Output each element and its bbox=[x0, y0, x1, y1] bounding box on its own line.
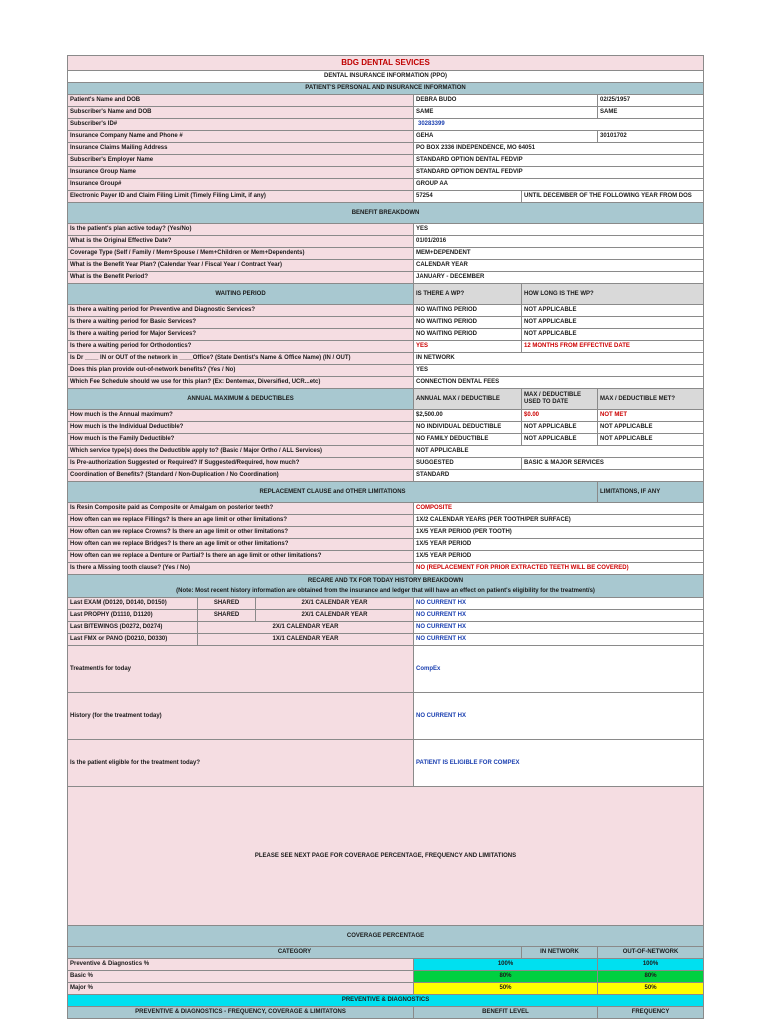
row-value-2: NOT APPLICABLE bbox=[522, 317, 704, 329]
row-value: NO (REPLACEMENT FOR PRIOR EXTRACTED TEETH WILL BE COVERED) bbox=[414, 563, 704, 575]
row-value: NO WAITING PERIOD bbox=[414, 329, 522, 341]
replacement-heading: REPLACEMENT CLAUSE and OTHER LIMITATIONS bbox=[68, 482, 598, 503]
row-value-2: 30101702 bbox=[598, 131, 704, 143]
waiting-row bbox=[68, 317, 704, 329]
row-label: Electronic Payer ID and Claim Filing Limit (Timely Filing Limit, if any) bbox=[68, 191, 414, 203]
benefit-heading: BENEFIT BREAKDOWN bbox=[68, 203, 704, 224]
row-frequency: 2X/1 CALENDAR YEAR bbox=[198, 622, 414, 634]
row-label: Is Dr ____ IN or OUT of the network in ____Office? (State Dentist's Name & Office Name) (IN / OUT) bbox=[68, 353, 414, 365]
row-value: SUGGESTED bbox=[414, 458, 522, 470]
eligible-row bbox=[68, 740, 704, 787]
row-value: NO CURRENT HX bbox=[414, 622, 704, 634]
row-value: NOT APPLICABLE bbox=[414, 446, 704, 458]
row-value: NO WAITING PERIOD bbox=[414, 305, 522, 317]
row-label: Insurance Claims Mailing Address bbox=[68, 143, 414, 155]
row-value: 57254 bbox=[414, 191, 522, 203]
row-label: Is there a waiting period for Basic Services? bbox=[68, 317, 414, 329]
eligible-label: Is the patient eligible for the treatment today? bbox=[68, 740, 414, 787]
coverage-row bbox=[68, 959, 704, 971]
row-value: JANUARY - DECEMBER bbox=[414, 272, 704, 284]
form-subtitle: DENTAL INSURANCE INFORMATION (PPO) bbox=[68, 71, 704, 83]
row-value: 1X/2 CALENDAR YEARS (PER TOOTH/PER SURFACE) bbox=[414, 515, 704, 527]
row-value: NO CURRENT HX bbox=[414, 598, 704, 610]
row-label: Major % bbox=[68, 983, 414, 995]
replacement-row bbox=[68, 515, 704, 527]
row-value-2: BASIC & MAJOR SERVICES bbox=[522, 458, 704, 470]
row-label: How often can we replace Fillings? Is there an age limit or other limitations? bbox=[68, 515, 414, 527]
insurance-form bbox=[67, 55, 703, 1019]
replacement-row bbox=[68, 503, 704, 515]
row-value: YES bbox=[414, 341, 522, 353]
personal-heading: PATIENT'S PERSONAL AND INSURANCE INFORMATION bbox=[68, 83, 704, 95]
row-share: SHARED bbox=[198, 598, 256, 610]
row-value-2: $0.00 bbox=[522, 410, 598, 422]
row-label: Insurance Group# bbox=[68, 179, 414, 191]
form-title: BDG DENTAL SEVICES bbox=[68, 56, 704, 71]
personal-row bbox=[68, 107, 704, 119]
row-value-2: 02/25/1957 bbox=[598, 95, 704, 107]
coverage-heading: COVERAGE PERCENTAGE bbox=[68, 926, 704, 947]
row-value: DEBRA BUDO bbox=[414, 95, 598, 107]
waiting-row bbox=[68, 341, 704, 353]
annual-extra-row bbox=[68, 470, 704, 482]
row-value-2: NOT APPLICABLE bbox=[522, 422, 598, 434]
history-row bbox=[68, 693, 704, 740]
row-value: GROUP AA bbox=[414, 179, 704, 191]
row-value: NO WAITING PERIOD bbox=[414, 317, 522, 329]
preventive-col-2: BENEFIT LEVEL bbox=[414, 1007, 598, 1019]
row-value: YES bbox=[414, 224, 704, 236]
row-value: IN NETWORK bbox=[414, 353, 704, 365]
row-frequency: 2X/1 CALENDAR YEAR bbox=[256, 610, 414, 622]
coverage-in-value: 50% bbox=[414, 983, 598, 995]
history-label: History (for the treatment today) bbox=[68, 693, 414, 740]
row-value: SAME bbox=[414, 107, 598, 119]
annual-col-1: ANNUAL MAX / DEDUCTIBLE bbox=[414, 389, 522, 410]
row-label: How much is the Family Deductible? bbox=[68, 434, 414, 446]
row-value: NO FAMILY DEDUCTIBLE bbox=[414, 434, 522, 446]
network-row bbox=[68, 365, 704, 377]
row-label: Is there a Missing tooth clause? (Yes / No) bbox=[68, 563, 414, 575]
waiting-col-1: IS THERE A WP? bbox=[414, 284, 522, 305]
row-value: CONNECTION DENTAL FEES bbox=[414, 377, 704, 389]
row-value: NO CURRENT HX bbox=[414, 634, 704, 646]
row-label: Last EXAM (D0120, D0140, D0150) bbox=[68, 598, 198, 610]
preventive-col-1: PREVENTIVE & DIAGNOSTICS - FREQUENCY, COVERAGE & LIMITATONS bbox=[68, 1007, 414, 1019]
row-value: PO BOX 2336 INDEPENDENCE, MO 64051 bbox=[414, 143, 704, 155]
row-label: Last PROPHY (D1110, D1120) bbox=[68, 610, 198, 622]
row-value-2: NOT APPLICABLE bbox=[522, 434, 598, 446]
row-value-2: SAME bbox=[598, 107, 704, 119]
row-value-3: NOT APPLICABLE bbox=[598, 422, 704, 434]
row-value: 1X/5 YEAR PERIOD (PER TOOTH) bbox=[414, 527, 704, 539]
row-label: Coordination of Benefits? (Standard / Non-Duplication / No Coordination) bbox=[68, 470, 414, 482]
row-label: Insurance Company Name and Phone # bbox=[68, 131, 414, 143]
personal-row bbox=[68, 155, 704, 167]
annual-heading: ANNUAL MAXIMUM & DEDUCTIBLES bbox=[68, 389, 414, 410]
row-share: SHARED bbox=[198, 610, 256, 622]
row-value: YES bbox=[414, 365, 704, 377]
form-table bbox=[67, 55, 704, 1019]
row-label: How often can we replace Crowns? Is there an age limit or other limitations? bbox=[68, 527, 414, 539]
treatment-label: Treatment/s for today bbox=[68, 646, 414, 693]
row-value-3: NOT MET bbox=[598, 410, 704, 422]
annual-col-3: MAX / DEDUCTIBLE MET? bbox=[598, 389, 704, 410]
row-label: What is the Benefit Year Plan? (Calendar Year / Fiscal Year / Contract Year) bbox=[68, 260, 414, 272]
recare-row bbox=[68, 634, 704, 646]
row-label: Which Fee Schedule should we use for this plan? (Ex: Dentemax, Diversified, UCR...etc) bbox=[68, 377, 414, 389]
network-row bbox=[68, 377, 704, 389]
row-value-3: NOT APPLICABLE bbox=[598, 434, 704, 446]
row-frequency: 1X/1 CALENDAR YEAR bbox=[198, 634, 414, 646]
recare-note: (Note: Most recent history information are obtained from the insurance and ledger that will have an effect on patient's eligibility for the treatment/s) bbox=[176, 588, 595, 594]
personal-row bbox=[68, 191, 704, 203]
row-frequency: 2X/1 CALENDAR YEAR bbox=[256, 598, 414, 610]
row-value: MEM+DEPENDENT bbox=[414, 248, 704, 260]
personal-row bbox=[68, 95, 704, 107]
coverage-in-value: 100% bbox=[414, 959, 598, 971]
waiting-col-2: HOW LONG IS THE WP? bbox=[522, 284, 704, 305]
coverage-col-category: CATEGORY bbox=[68, 947, 522, 959]
waiting-heading: WAITING PERIOD bbox=[68, 284, 414, 305]
coverage-col-out: OUT-OF-NETWORK bbox=[598, 947, 704, 959]
row-value: STANDARD OPTION DENTAL FEDVIP bbox=[414, 167, 704, 179]
annual-extra-row bbox=[68, 458, 704, 470]
row-value: STANDARD bbox=[414, 470, 704, 482]
row-value-2: 12 MONTHS FROM EFFECTIVE DATE bbox=[522, 341, 704, 353]
row-label: How much is the Annual maximum? bbox=[68, 410, 414, 422]
row-value: 1X/5 YEAR PERIOD bbox=[414, 551, 704, 563]
recare-heading bbox=[68, 575, 704, 598]
annual-row bbox=[68, 410, 704, 422]
replacement-row bbox=[68, 551, 704, 563]
benefit-row bbox=[68, 224, 704, 236]
row-label: Patient's Name and DOB bbox=[68, 95, 414, 107]
row-label: How often can we replace Bridges? Is there an age limit or other limitations? bbox=[68, 539, 414, 551]
row-label: What is the Original Effective Date? bbox=[68, 236, 414, 248]
recare-title: RECARE AND TX FOR TODAY HISTORY BREAKDOWN bbox=[307, 578, 464, 584]
replacement-row bbox=[68, 539, 704, 551]
waiting-row bbox=[68, 305, 704, 317]
personal-row bbox=[68, 167, 704, 179]
row-label: Subscriber's Employer Name bbox=[68, 155, 414, 167]
row-label: Insurance Group Name bbox=[68, 167, 414, 179]
row-label: Is Resin Composite paid as Composite or Amalgam on posterior teeth? bbox=[68, 503, 414, 515]
annual-extra-row bbox=[68, 446, 704, 458]
recare-row bbox=[68, 622, 704, 634]
row-value: $2,500.00 bbox=[414, 410, 522, 422]
row-value: GEHA bbox=[414, 131, 598, 143]
next-page-note: PLEASE SEE NEXT PAGE FOR COVERAGE PERCENTAGE, FREQUENCY AND LIMITATIONS bbox=[68, 787, 704, 926]
row-label: Is Pre-authorization Suggested or Required? If Suggested/Required, how much? bbox=[68, 458, 414, 470]
waiting-row bbox=[68, 329, 704, 341]
row-label: Last BITEWINGS (D0272, D0274) bbox=[68, 622, 198, 634]
annual-row bbox=[68, 422, 704, 434]
history-value: NO CURRENT HX bbox=[414, 693, 704, 740]
benefit-row bbox=[68, 272, 704, 284]
row-label: Is there a waiting period for Preventive and Diagnostic Services? bbox=[68, 305, 414, 317]
row-label: Is there a waiting period for Orthodontics? bbox=[68, 341, 414, 353]
benefit-row bbox=[68, 248, 704, 260]
coverage-col-in: IN NETWORK bbox=[522, 947, 598, 959]
row-label: How often can we replace a Denture or Partial? Is there an age limit or other limitations? bbox=[68, 551, 414, 563]
row-value: NO INDIVIDUAL DEDUCTIBLE bbox=[414, 422, 522, 434]
row-label: Preventive & Diagnostics % bbox=[68, 959, 414, 971]
row-label: Basic % bbox=[68, 971, 414, 983]
row-label: Coverage Type (Self / Family / Mem+Spouse / Mem+Children or Mem+Dependents) bbox=[68, 248, 414, 260]
row-label: Is there a waiting period for Major Services? bbox=[68, 329, 414, 341]
row-value: 1X/5 YEAR PERIOD bbox=[414, 539, 704, 551]
personal-row bbox=[68, 179, 704, 191]
personal-row bbox=[68, 119, 704, 131]
row-value: NO CURRENT HX bbox=[414, 610, 704, 622]
preventive-heading: PREVENTIVE & DIAGNOSTICS bbox=[68, 995, 704, 1007]
row-value: 01/01/2016 bbox=[414, 236, 704, 248]
coverage-in-value: 80% bbox=[414, 971, 598, 983]
replacement-row bbox=[68, 527, 704, 539]
annual-col-2: MAX / DEDUCTIBLE USED TO DATE bbox=[522, 389, 598, 410]
row-value: 30283399 bbox=[414, 119, 704, 131]
personal-row bbox=[68, 131, 704, 143]
annual-row bbox=[68, 434, 704, 446]
treatment-value: CompEx bbox=[414, 646, 704, 693]
eligible-value: PATIENT IS ELIGIBLE FOR COMPEX bbox=[414, 740, 704, 787]
personal-row bbox=[68, 143, 704, 155]
row-value: STANDARD OPTION DENTAL FEDVIP bbox=[414, 155, 704, 167]
treatment-row bbox=[68, 646, 704, 693]
row-value: CALENDAR YEAR bbox=[414, 260, 704, 272]
recare-row bbox=[68, 610, 704, 622]
coverage-out-value: 50% bbox=[598, 983, 704, 995]
row-value-2: UNTIL DECEMBER OF THE FOLLOWING YEAR FROM DOS bbox=[522, 191, 704, 203]
row-label: Which service type(s) does the Deductible apply to? (Basic / Major Ortho / ALL Services) bbox=[68, 446, 414, 458]
row-label: Subscriber's ID# bbox=[68, 119, 414, 131]
replacement-col: LIMITATIONS, IF ANY bbox=[598, 482, 704, 503]
coverage-out-value: 80% bbox=[598, 971, 704, 983]
row-value: COMPOSITE bbox=[414, 503, 704, 515]
recare-row bbox=[68, 598, 704, 610]
benefit-row bbox=[68, 260, 704, 272]
benefit-row bbox=[68, 236, 704, 248]
row-label: Is the patient's plan active today? (Yes/No) bbox=[68, 224, 414, 236]
row-label: Does this plan provide out-of-network benefits? (Yes / No) bbox=[68, 365, 414, 377]
row-value-2: NOT APPLICABLE bbox=[522, 305, 704, 317]
row-value-2: NOT APPLICABLE bbox=[522, 329, 704, 341]
row-label: Last FMX or PANO (D0210, D0330) bbox=[68, 634, 198, 646]
row-label: How much is the Individual Deductible? bbox=[68, 422, 414, 434]
coverage-row bbox=[68, 983, 704, 995]
row-label: What is the Benefit Period? bbox=[68, 272, 414, 284]
replacement-row bbox=[68, 563, 704, 575]
preventive-col-3: FREQUENCY bbox=[598, 1007, 704, 1019]
coverage-row bbox=[68, 971, 704, 983]
row-label: Subscriber's Name and DOB bbox=[68, 107, 414, 119]
network-row bbox=[68, 353, 704, 365]
coverage-out-value: 100% bbox=[598, 959, 704, 971]
